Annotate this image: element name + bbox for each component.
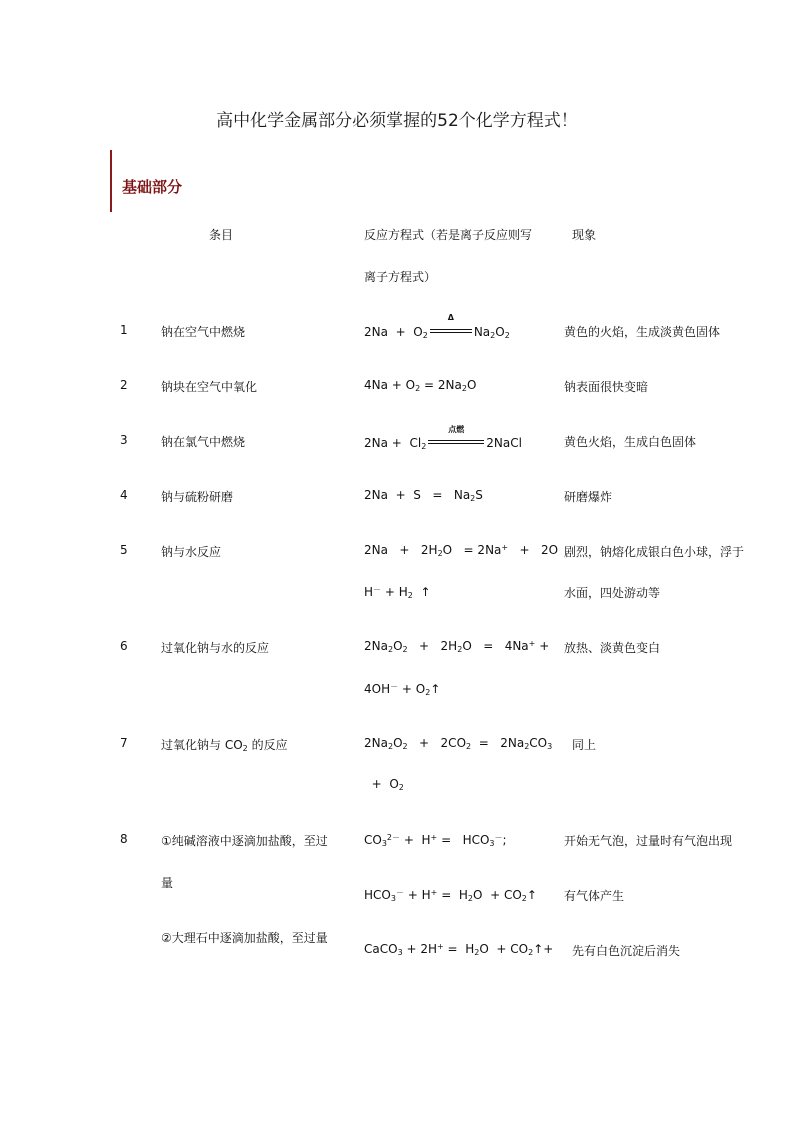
row-equation: $HCO_3^- + H^+ = H_2O$ + $CO_2↑$ [364,888,537,903]
row-number: 7 [120,736,128,750]
row-equation: $4Na + O_2 = 2Na_2O$ [364,378,477,393]
row-item-a-cont: 量 [161,876,174,890]
row-item: 钠与水反应 [161,545,222,559]
row-phenomenon-cont: 水面，四处游动等 [564,586,661,600]
row-equation: $2Na + Cl_2$ 点燃 2NaCl [364,425,522,451]
row-phenomenon: 剧烈，钠熔化成银白色小球，浮于 [564,545,745,559]
row-phenomenon: 同上 [572,738,597,752]
row-equation: $2Na_2O_2 + 2CO_2 = 2Na_2CO_3$ [364,736,553,751]
row-number: 2 [120,378,128,392]
header-phenomenon: 现象 [572,228,597,242]
row-number: 5 [120,543,128,557]
row-equation-cont: $4OH^- + O_2↑$ [364,682,441,697]
row-phenomenon: 先有白色沉淀后消失 [572,944,681,958]
row-phenomenon: 开始无气泡，过量时有气泡出现 [564,834,733,848]
row-phenomenon: 黄色的火焰，生成淡黄色固体 [564,325,721,339]
row-equation-cont: + $O_2$ [364,777,404,792]
row-item: 钠在空气中燃烧 [161,325,246,339]
ignition-condition: 点燃 [428,436,484,450]
row-equation: $2Na + O_2$ Δ $Na_2O_2$ [364,313,510,340]
row-item-b: ②大理石中逐滴加盐酸，至过量 [161,931,328,945]
row-number: 6 [120,639,128,653]
row-item: 钠块在空气中氧化 [161,380,258,394]
header-equation-line1: 反应方程式（若是离子反应则写 [364,228,533,242]
row-item: 钠在氯气中燃烧 [161,435,246,449]
row-item: 过氧化钠与水的反应 [161,641,270,655]
header-equation-line2: 离子方程式） [364,270,437,284]
row-equation: $CO_3^{2-} + H^+ = HCO_3^-$; [364,833,507,848]
row-number: 8 [120,832,128,846]
row-equation-cont: $H^- + H_2$ ↑ [364,585,431,600]
heat-condition: Δ [430,325,472,339]
row-number: 4 [120,488,128,502]
row-phenomenon: 黄色火焰，生成白色固体 [564,435,697,449]
row-equation: CaCO$_3$ + $2H^+ = H_2O$ + $CO_2↑+$ [364,942,554,957]
header-item: 条目 [209,228,234,242]
row-phenomenon: 研磨爆炸 [564,490,613,504]
row-equation: $2Na + S = Na_2S$ [364,488,483,503]
row-equation: $2Na + 2H_2O = 2Na^+ + 2O$ [364,543,559,558]
page-title: 高中化学金属部分必须掌握的52个化学方程式！ [216,111,578,131]
row-item-a: ①纯碱溶液中逐滴加盐酸，至过 [161,834,328,848]
row-equation: $2Na_2O_2 + 2H_2O = 4Na^+$ + [364,639,550,654]
row-number: 3 [120,433,128,447]
row-phenomenon: 钠表面很快变暗 [564,380,649,394]
row-phenomenon: 放热、淡黄色变白 [564,641,661,655]
row-number: 1 [120,323,128,337]
row-phenomenon: 有气体产生 [564,889,625,903]
row-item: 钠与硫粉研磨 [161,490,234,504]
section-bar [110,150,112,212]
row-item: 过氧化钠与 $CO_2$ 的反应 [161,738,288,753]
section-heading: 基础部分 [122,178,183,196]
